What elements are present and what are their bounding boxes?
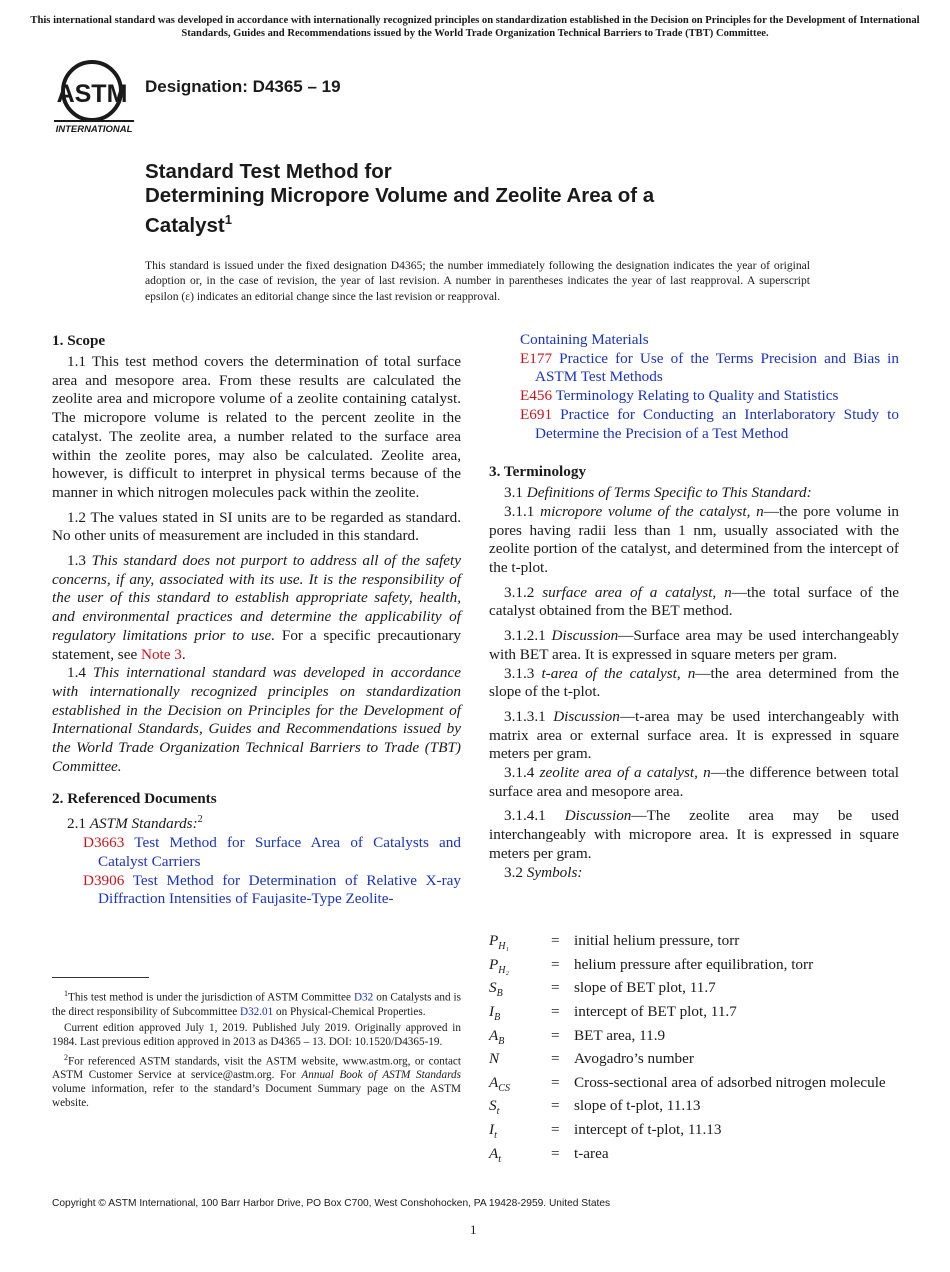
term-num: 3.1.2.1 — [504, 627, 546, 645]
discussion-label: Discussion — [564, 807, 632, 825]
term-3-2-num: 3.2 — [504, 863, 523, 881]
term-num: 3.1.4.1 — [504, 807, 546, 825]
term-3-1-3-1 — [489, 708, 899, 764]
referenced-documents-heading: 2. Referenced Documents — [52, 790, 217, 808]
footnote-divider — [52, 977, 149, 978]
symbol-description: BET area, 11.9 — [574, 1026, 666, 1044]
ref-code[interactable]: E456 — [520, 387, 553, 405]
symbol-letter: P — [489, 932, 499, 949]
symbol — [489, 1074, 551, 1098]
logo-caption: INTERNATIONAL — [55, 124, 133, 135]
scope-1-2: 1.2 The values stated in SI units are to be regarded as standard. No other units of measurement are included in this standard. — [52, 508, 461, 545]
astm-logo-icon — [52, 58, 136, 136]
symbol — [489, 1097, 551, 1121]
committee-d32-link[interactable]: D32 — [353, 991, 374, 1004]
symbol — [489, 956, 551, 980]
term-3-1-3 — [489, 665, 899, 702]
equals-sign: = — [551, 1002, 560, 1020]
symbol-row — [489, 956, 899, 980]
term-name: zeolite area of a catalyst, n — [539, 764, 711, 782]
scope-1-3-rest: For a specific precautionary statement, see — [52, 626, 461, 663]
title-line-2: Determining Micropore Volume and Zeolite Area of a — [145, 184, 655, 207]
symbol-letter: A — [489, 1073, 499, 1091]
symbol-letter: S — [489, 979, 497, 997]
symbol-description: t-area — [574, 1144, 609, 1162]
symbol-subscript: t — [498, 1153, 502, 1165]
footnote-2 — [52, 1051, 461, 1111]
subcommittee-d32-01-link[interactable]: D32.01 — [239, 1005, 274, 1018]
discussion-text: —Surface area may be used interchangeably with BET area. It is expressed in square meters per gram. — [489, 627, 899, 663]
footnote-2-mark: 2 — [64, 1052, 68, 1062]
symbol-row — [489, 1145, 899, 1169]
term-name: surface area of a catalyst, n — [542, 583, 732, 601]
term-3-2-label: Symbols: — [526, 863, 583, 881]
logo-text: ASTM — [56, 80, 128, 108]
symbol-letter: I — [489, 1121, 495, 1138]
ref-title[interactable]: Practice for Conducting an Interlaboratory Study to Determine the Precision of a Test Method — [535, 405, 899, 442]
ref-title[interactable]: Test Method for Determination of Relative X-ray Diffraction Intensities of Faujasite-Type Zeolite- — [98, 871, 461, 908]
equals-sign: = — [551, 1073, 560, 1091]
note-3-link[interactable]: Note 3 — [140, 645, 182, 663]
terminology-heading: 3. Terminology — [489, 463, 587, 481]
scope-1-3-num: 1.3 — [67, 552, 86, 570]
title-line-3: Catalyst — [145, 213, 225, 237]
symbol-description: Avogadro’s number — [574, 1050, 694, 1068]
symbol — [489, 1027, 551, 1051]
term-name: micropore volume of the catalyst, n — [540, 502, 764, 520]
equals-sign: = — [551, 1144, 560, 1162]
term-3-1-4-1 — [489, 807, 899, 863]
symbol-description: intercept of t-plot, 11.13 — [574, 1121, 722, 1138]
symbol-subscript: B — [494, 1011, 501, 1023]
symbol-letter: A — [489, 1144, 499, 1162]
term-3-1 — [489, 484, 899, 503]
ref-continuation[interactable]: Containing Materials — [520, 331, 649, 348]
footnote-2-text-b: volume information, refer to the standard’s Document Summary page on the ASTM website. — [52, 1083, 461, 1110]
symbol-letter: P — [489, 955, 499, 973]
discussion-label: Discussion — [553, 707, 620, 725]
ref-title[interactable]: Practice for Use of the Terms Precision and Bias in ASTM Test Methods — [535, 349, 899, 386]
symbol-row — [489, 932, 899, 956]
footnote-1-text-a: This test method is under the jurisdiction of ASTM Committee — [68, 991, 351, 1004]
ref-item[interactable] — [504, 387, 899, 406]
ref-item[interactable] — [504, 350, 899, 387]
astm-standards-label: ASTM Standards: — [89, 815, 198, 833]
term-num: 3.1.3 — [504, 664, 535, 682]
symbol-subscript: B — [498, 1035, 505, 1047]
copyright: Copyright © ASTM International, 100 Barr Harbor Drive, PO Box C700, West Conshohocken, PA 19428-2959. United States — [52, 1198, 611, 1209]
symbols-list — [489, 932, 899, 1168]
page-number: 1 — [470, 1222, 477, 1237]
symbol-description: Cross-sectional area of adsorbed nitrogen molecule — [574, 1073, 886, 1091]
equals-sign: = — [551, 955, 560, 973]
term-num: 3.1.3.1 — [504, 707, 546, 725]
scope-1-3-end: . — [181, 645, 186, 663]
symbol-subscript: H₂ — [498, 964, 509, 976]
footnote-2-text-a: For referenced ASTM standards, visit the ASTM website, www.astm.org, or contact ASTM Customer Service at service@astm.org. For — [52, 1055, 461, 1082]
designation: Designation: D4365 – 19 — [145, 77, 341, 96]
symbol-letter: A — [489, 1026, 499, 1044]
term-name: t-area of the catalyst, n — [541, 664, 696, 682]
standardization-notice: This international standard was developed in accordance with internationally recognized principles on standardization established in the Decision on Principles for the Development of International Standards, Guides and Recommendations issued by the World Trade Organization Technical Barriers to Trade (TBT) Committee. — [30, 15, 920, 39]
scope-1-4-italic: This international standard was developed in accordance with internationally recognized principles on standardization established in the Decision on Principles for the Development of International Standards, Guides and Recommendations issued by the World Trade Organization Technical Barriers to Trade (TBT) Committee. — [52, 664, 462, 775]
term-num: 3.1.1 — [504, 502, 535, 520]
symbol-subscript: H₁ — [498, 941, 509, 953]
symbol-subscript: B — [496, 988, 503, 1000]
term-num: 3.1.2 — [504, 583, 535, 601]
term-3-1-num: 3.1 — [504, 484, 523, 502]
symbol-letter: N — [489, 1050, 500, 1068]
symbol-row — [489, 979, 899, 1003]
footnote-1-mark: 1 — [64, 989, 68, 998]
footnote-1-text-b: on Catalysts and is the direct responsibility of Subcommittee — [52, 991, 462, 1018]
term-3-2 — [489, 864, 899, 883]
symbol — [489, 979, 551, 1003]
equals-sign: = — [551, 979, 560, 997]
ref-item[interactable] — [67, 834, 461, 871]
ref-item[interactable] — [504, 406, 899, 443]
edition-note: Current edition approved July 1, 2019. Published July 2019. Originally approved in 1984. Last previous edition approved in 2013 as D4365 – 13. DOI: 10.1520/D4365-19. — [52, 1021, 461, 1048]
symbol — [489, 1145, 551, 1169]
title-line-1: Standard Test Method for — [145, 160, 392, 183]
term-3-1-2-1 — [489, 627, 899, 664]
footnote-1 — [52, 987, 461, 1019]
document-title — [145, 160, 845, 238]
term-def: —the total surface of the catalyst obtained from the BET method. — [489, 583, 899, 620]
symbol-row — [489, 1003, 899, 1027]
symbol — [489, 1050, 551, 1074]
scope-1-4-num: 1.4 — [67, 664, 86, 682]
ref-title[interactable]: Terminology Relating to Quality and Statistics — [555, 387, 839, 405]
term-def: —the pore volume in pores having radii less than 1 nm, usually associated with the zeolite portion of the catalyst, and determined from the intercept of the t-plot. — [489, 502, 900, 577]
symbol-row — [489, 1050, 899, 1074]
footnote-1-text-c: on Physical-Chemical Properties. — [276, 1005, 426, 1018]
term-num: 3.1.4 — [504, 764, 535, 782]
symbol-row — [489, 1074, 899, 1098]
astm-standards-num: 2.1 — [67, 815, 86, 833]
symbol-description: intercept of BET plot, 11.7 — [574, 1002, 737, 1020]
symbol-description: slope of BET plot, 11.7 — [574, 979, 716, 997]
symbol-row — [489, 1097, 899, 1121]
symbol-description: helium pressure after equilibration, torr — [574, 955, 814, 973]
scope-1-4 — [52, 664, 461, 776]
term-def: —the difference between total surface area and mesopore area. — [489, 764, 899, 800]
issue-note: This standard is issued under the fixed designation D4365; the number immediately following the designation indicates the year of original adoption or, in the case of revision, the year of last revision. A number in parentheses indicates the year of last reapproval. A superscript epsilon (ε) indicates an editorial change since the last revision or reapproval. — [145, 259, 810, 303]
symbol — [489, 932, 551, 956]
scope-1-3-italic: This standard does not purport to address all of the safety concerns, if any, associated with its use. It is the responsibility of the user of this standard to establish appropriate safety, health, and environmental practices and determine the applicability of regulatory limitations prior to use. — [52, 552, 462, 644]
term-3-1-1 — [489, 503, 899, 578]
term-3-1-4 — [489, 764, 899, 801]
scope-1-3 — [52, 552, 461, 664]
term-def: —the area determined from the slope of the t-plot. — [489, 664, 899, 701]
astm-logo — [52, 58, 136, 136]
ref-code[interactable]: E177 — [520, 349, 553, 367]
astm-standards-mark: 2 — [197, 814, 203, 826]
symbol-description: slope of t-plot, 11.13 — [574, 1097, 701, 1115]
ref-title[interactable]: Test Method for Surface Area of Catalysts and Catalyst Carriers — [98, 834, 461, 870]
scope-heading: 1. Scope — [52, 332, 106, 349]
ref-code[interactable]: E691 — [520, 405, 553, 423]
footnote-2-italic: Annual Book of ASTM Standards — [301, 1069, 461, 1082]
ref-code[interactable]: D3906 — [83, 871, 125, 889]
discussion-text: —t-area may be used interchangeably with matrix area or external surface area. It is expressed in square meters per gram. — [489, 707, 899, 763]
equals-sign: = — [551, 1026, 560, 1044]
symbol-row — [489, 1121, 899, 1145]
equals-sign: = — [551, 1097, 560, 1115]
title-footnote-mark: 1 — [224, 212, 232, 227]
discussion-label: Discussion — [551, 627, 619, 645]
symbol-letter: S — [489, 1097, 497, 1115]
term-3-1-label: Definitions of Terms Specific to This Standard: — [526, 484, 812, 502]
astm-standards-subheading — [52, 811, 461, 834]
ref-item[interactable] — [67, 872, 461, 909]
equals-sign: = — [551, 1050, 560, 1068]
ref-code[interactable]: D3663 — [83, 834, 125, 852]
footnotes — [52, 987, 461, 1112]
symbol — [489, 1121, 551, 1145]
symbol-subscript: t — [494, 1130, 497, 1142]
symbol-letter: I — [489, 1002, 495, 1020]
symbol-row — [489, 1027, 899, 1051]
scope-1-1: 1.1 This test method covers the determination of total surface area and mesopore area. From these results are calculated the zeolite area and micropore volume of a zeolite containing catalyst. The micropore volume is related to the percent zeolite in the catalyst. The zeolite area, a number related to the surface area within the zeolite pores, may also be calculated. Zeolite area, however, is difficult to interpret in physical terms because of the manner in which nitrogen molecules pack within the zeolite. — [52, 353, 461, 501]
symbol-description: initial helium pressure, torr — [574, 932, 740, 949]
equals-sign: = — [551, 1121, 560, 1138]
discussion-text: —The zeolite area may be used interchangeably with micropore area. It is expressed in square meters per gram. — [489, 807, 899, 862]
term-3-1-2 — [489, 584, 899, 621]
symbol — [489, 1003, 551, 1027]
right-column — [489, 331, 899, 882]
equals-sign: = — [551, 932, 560, 949]
left-column — [52, 331, 461, 909]
symbol-subscript: CS — [498, 1082, 510, 1094]
symbol-subscript: t — [496, 1106, 500, 1118]
